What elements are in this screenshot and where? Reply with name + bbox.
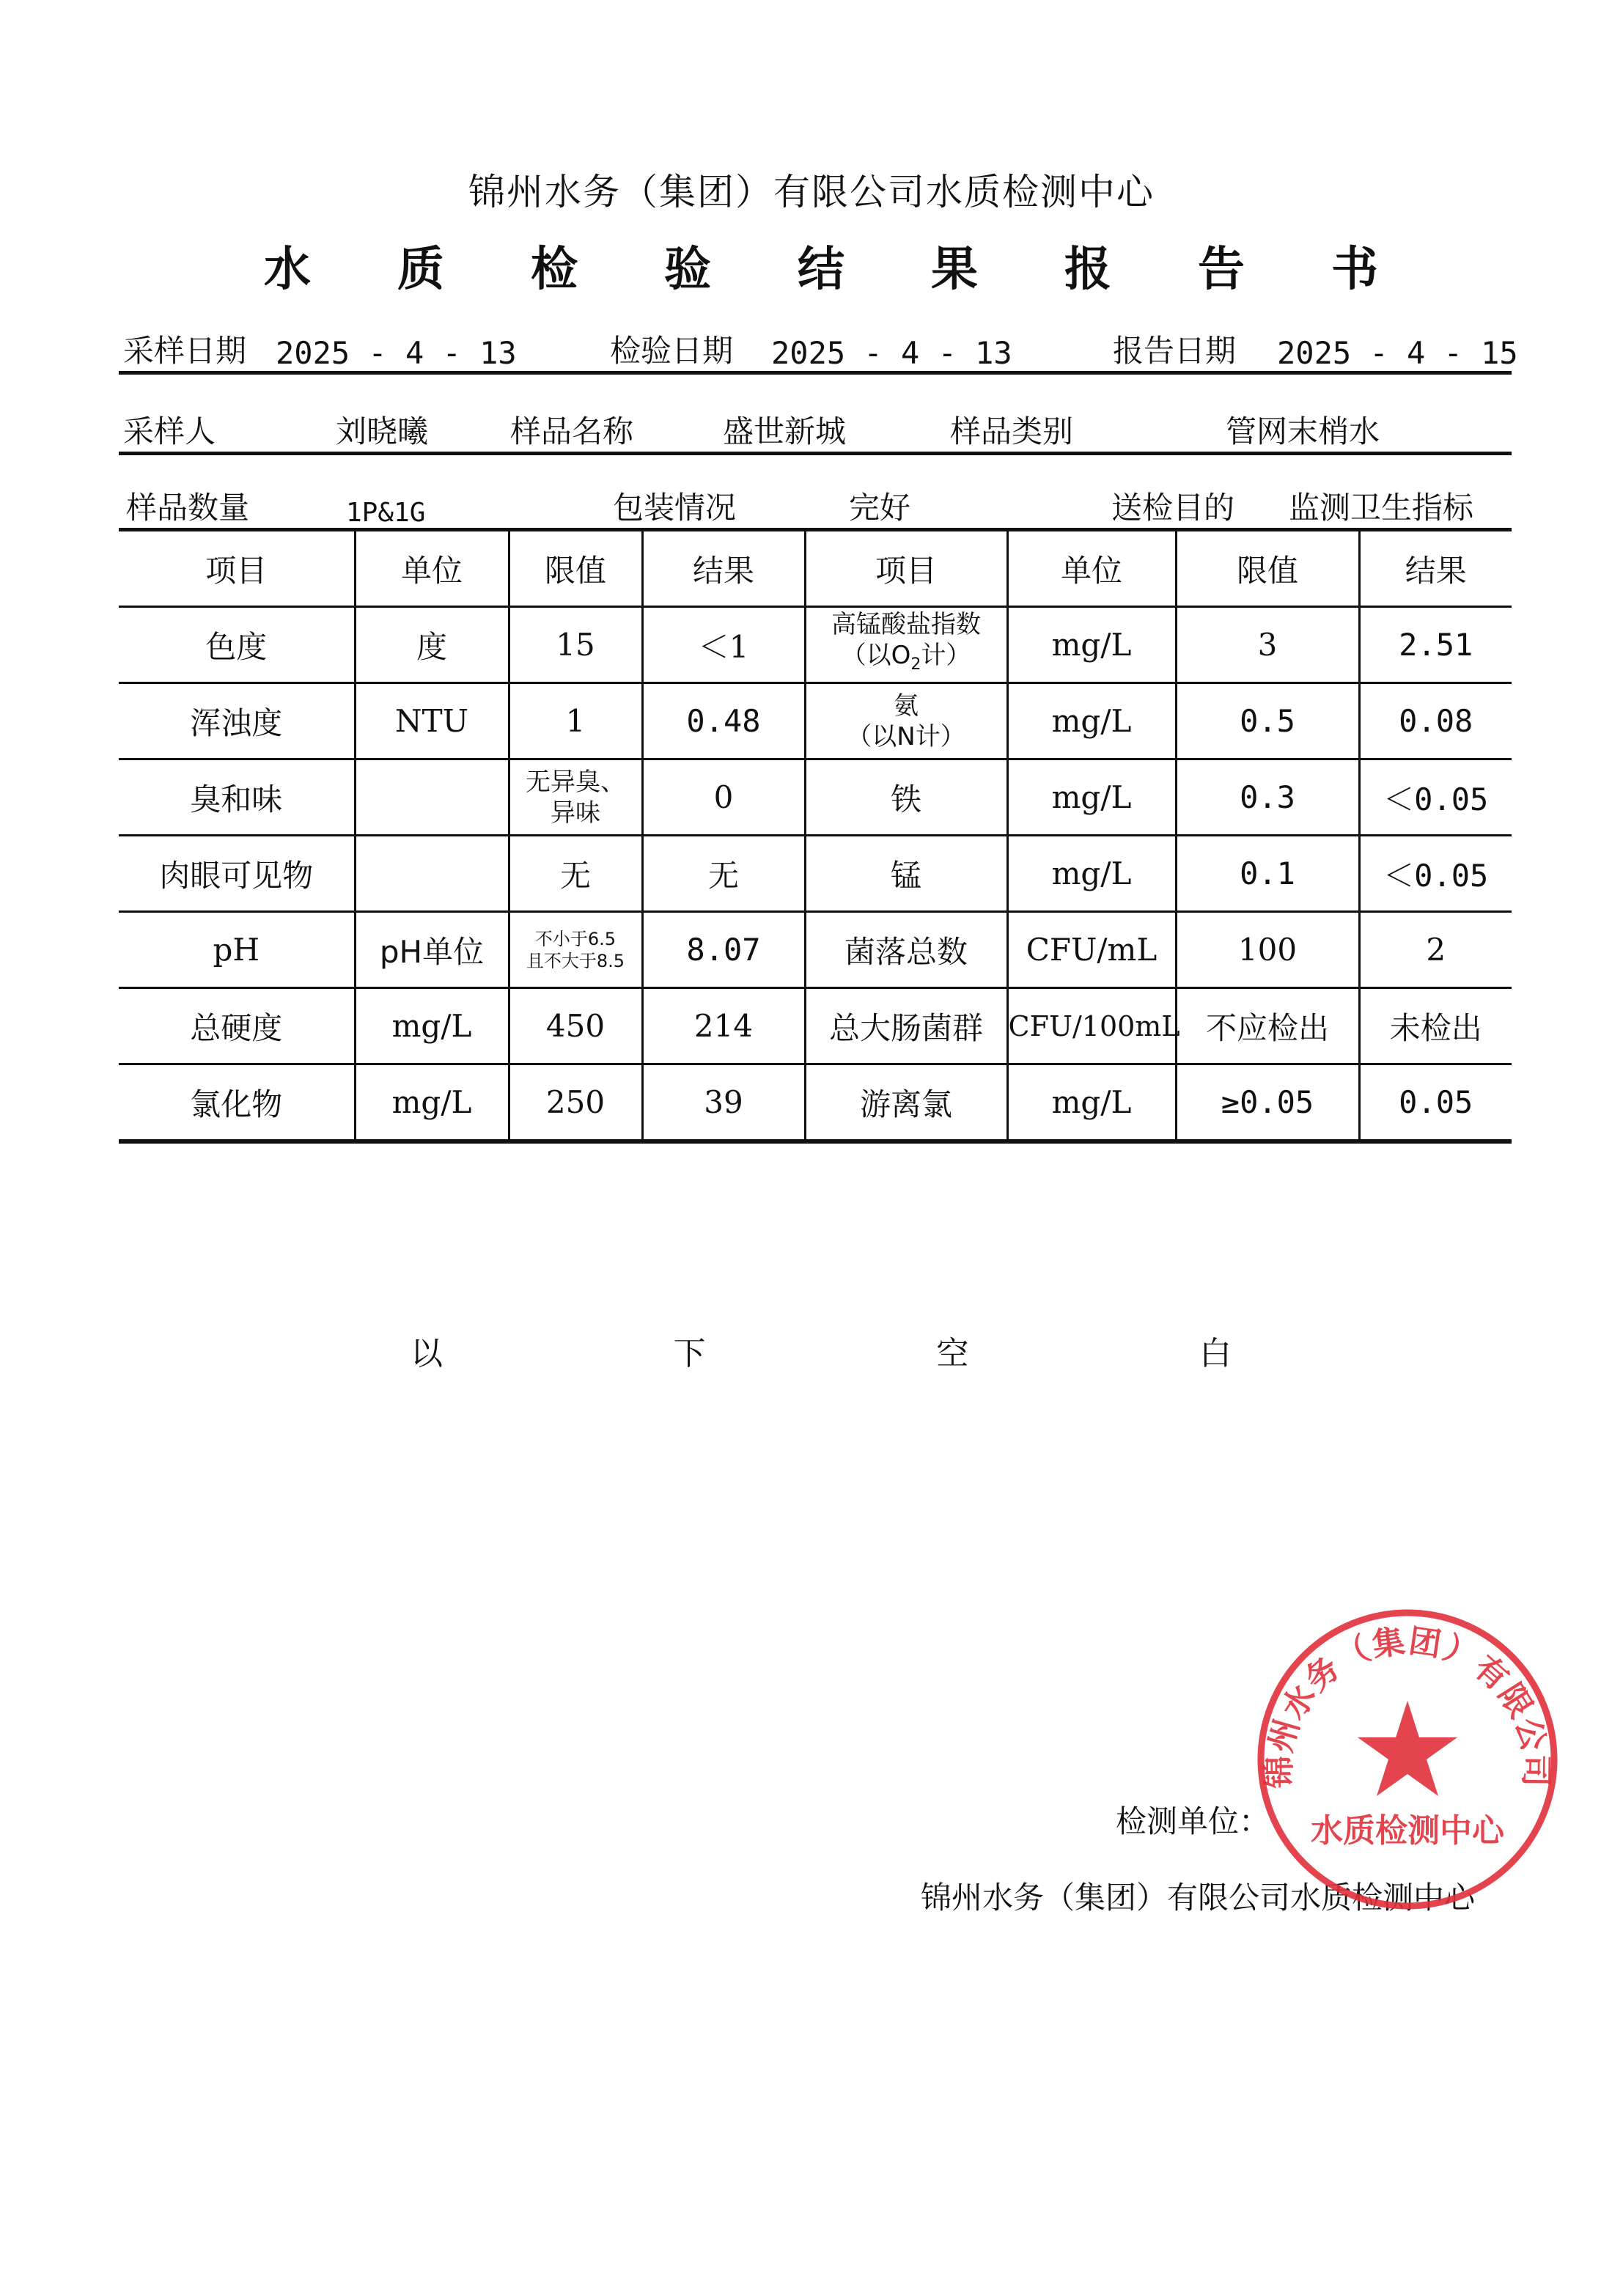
package-row: [119, 484, 1512, 531]
item-line: [806, 640, 1006, 680]
result-cell: 39: [642, 1064, 805, 1142]
item-cell: 菌落总数: [805, 912, 1007, 988]
packaging-value: 完好: [849, 490, 911, 526]
table-row: [119, 759, 1512, 836]
limit-cell: 不应检出: [1176, 988, 1359, 1064]
result-cell: 2.51: [1359, 607, 1512, 683]
blank-below-marker: [411, 1327, 1232, 1374]
result-cell: 214: [642, 988, 805, 1064]
item-part: 计）: [921, 641, 971, 671]
quantity-value: 1P&1G: [346, 498, 426, 528]
blank-char: 下: [673, 1335, 706, 1372]
item-cell: 总硬度: [119, 988, 355, 1064]
title-char: 告: [1198, 243, 1245, 297]
testing-unit-name: 锦州水务（集团）有限公司水质检测中心: [921, 1880, 1476, 1916]
item-cell: 游离氯: [805, 1064, 1007, 1142]
sample-type-label: 样品类别: [950, 413, 1074, 449]
item-cell: 肉眼可见物: [119, 836, 355, 912]
seal-star-icon: [1358, 1701, 1457, 1796]
sample-date-value: 2025 - 4 - 13: [276, 335, 517, 371]
unit-cell: 度: [355, 607, 509, 683]
header-limit: 限值: [1176, 530, 1359, 607]
limit-cell: [509, 912, 642, 988]
item-cell: 色度: [119, 607, 355, 683]
table-row: [119, 607, 1512, 683]
table-row: [119, 912, 1512, 988]
unit-cell: mg/L: [355, 988, 509, 1064]
blank-char: 以: [411, 1335, 443, 1372]
header-limit: 限值: [509, 530, 642, 607]
title-char: 报: [1064, 243, 1111, 297]
unit-cell: mg/L: [1007, 836, 1176, 912]
item-cell: 浑浊度: [119, 683, 355, 759]
official-seal-stamp: [1246, 1598, 1569, 1921]
quantity-label: 样品数量: [126, 490, 250, 526]
table-row: [119, 1064, 1512, 1142]
date-row: [119, 327, 1518, 375]
report-title: [264, 236, 1378, 295]
item-cell: 臭和味: [119, 759, 355, 836]
report-date-label: 报告日期: [1113, 333, 1237, 369]
sampler-label: 采样人: [123, 413, 216, 449]
purpose-label: 送检目的: [1111, 490, 1235, 526]
test-date-value: 2025 - 4 - 13: [771, 335, 1012, 371]
item-cell: 总大肠菌群: [805, 988, 1007, 1064]
results-table: [119, 528, 1512, 1144]
limit-cell: 1: [509, 683, 642, 759]
title-char: 质: [397, 243, 444, 297]
title-char: 检: [531, 243, 578, 297]
sampler-value: 刘晓曦: [336, 413, 429, 449]
header-item: 项目: [805, 530, 1007, 607]
unit-cell: pH单位: [355, 912, 509, 988]
item-cell: 氯化物: [119, 1064, 355, 1142]
item-cell: pH: [119, 912, 355, 988]
packaging-label: 包装情况: [613, 490, 737, 526]
unit-cell: mg/L: [1007, 683, 1176, 759]
sample-info-row: [119, 408, 1512, 455]
limit-line: 无异臭、: [526, 767, 625, 797]
item-line: 高锰酸盐指数: [831, 610, 981, 640]
sample-name-label: 样品名称: [510, 413, 634, 449]
header-result: 结果: [1359, 530, 1512, 607]
item-cell: [805, 683, 1007, 759]
header-unit: 单位: [1007, 530, 1176, 607]
title-char: 果: [931, 243, 978, 297]
result-cell: 2: [1359, 912, 1512, 988]
limit-line: 异味: [551, 798, 600, 828]
item-cell: 铁: [805, 759, 1007, 836]
report-date-value: 2025 - 4 - 15: [1277, 335, 1518, 371]
blank-char: 白: [1199, 1335, 1232, 1372]
item-line: （以N计）: [847, 721, 965, 751]
result-cell: 无: [642, 836, 805, 912]
result-cell: ＜0.05: [1359, 759, 1512, 836]
organization-title: 锦州水务（集团）有限公司水质检测中心: [468, 171, 1155, 213]
unit-cell: mg/L: [1007, 607, 1176, 683]
limit-cell: 无: [509, 836, 642, 912]
table-header-row: [119, 530, 1512, 607]
limit-cell: 100: [1176, 912, 1359, 988]
item-cell: 锰: [805, 836, 1007, 912]
table-row: [119, 836, 1512, 912]
limit-cell: ≥0.05: [1176, 1064, 1359, 1142]
unit-cell: CFU/mL: [1007, 912, 1176, 988]
result-cell: 8.07: [642, 912, 805, 988]
seal-outer-text: 锦州水务（集团）有限公司: [1260, 1622, 1555, 1789]
item-line: 氨: [894, 691, 919, 721]
limit-line: 不小于6.5: [534, 928, 617, 949]
sample-name-value: 盛世新城: [723, 413, 847, 449]
sample-date-label: 采样日期: [123, 333, 247, 369]
result-cell: 未检出: [1359, 988, 1512, 1064]
header-item: 项目: [119, 530, 355, 607]
result-cell: 0.05: [1359, 1064, 1512, 1142]
limit-cell: 0.1: [1176, 836, 1359, 912]
unit-cell: mg/L: [1007, 759, 1176, 836]
header-result: 结果: [642, 530, 805, 607]
limit-cell: [509, 759, 642, 836]
result-cell: ＜0.05: [1359, 836, 1512, 912]
title-char: 水: [264, 243, 311, 297]
unit-cell: [355, 836, 509, 912]
result-cell: ＜1: [642, 607, 805, 683]
limit-cell: 0.3: [1176, 759, 1359, 836]
unit-cell: mg/L: [1007, 1064, 1176, 1142]
test-date-label: 检验日期: [610, 333, 734, 369]
purpose-value: 监测卫生指标: [1289, 490, 1474, 526]
result-cell: 0.08: [1359, 683, 1512, 759]
unit-cell: NTU: [355, 683, 509, 759]
unit-cell: CFU/100mL: [1007, 988, 1176, 1064]
title-char: 书: [1331, 243, 1378, 297]
item-part: （以O: [841, 641, 911, 671]
header-unit: 单位: [355, 530, 509, 607]
title-char: 结: [798, 243, 844, 297]
limit-cell: 0.5: [1176, 683, 1359, 759]
seal-inner-text: 水质检测中心: [1311, 1812, 1504, 1850]
subscript: 2: [910, 655, 921, 674]
sample-type-value: 管网末梢水: [1226, 413, 1380, 449]
table-row: [119, 683, 1512, 759]
blank-char: 空: [936, 1335, 969, 1372]
unit-cell: mg/L: [355, 1064, 509, 1142]
result-cell: 0: [642, 759, 805, 836]
limit-cell: 15: [509, 607, 642, 683]
table-row: [119, 988, 1512, 1064]
limit-line: 且不大于8.5: [526, 950, 625, 971]
unit-cell: [355, 759, 509, 836]
result-cell: 0.48: [642, 683, 805, 759]
testing-unit-label: 检测单位：: [1116, 1803, 1270, 1839]
limit-cell: 3: [1176, 607, 1359, 683]
item-cell: [805, 607, 1007, 683]
limit-cell: 450: [509, 988, 642, 1064]
title-char: 验: [664, 243, 711, 297]
limit-cell: 250: [509, 1064, 642, 1142]
